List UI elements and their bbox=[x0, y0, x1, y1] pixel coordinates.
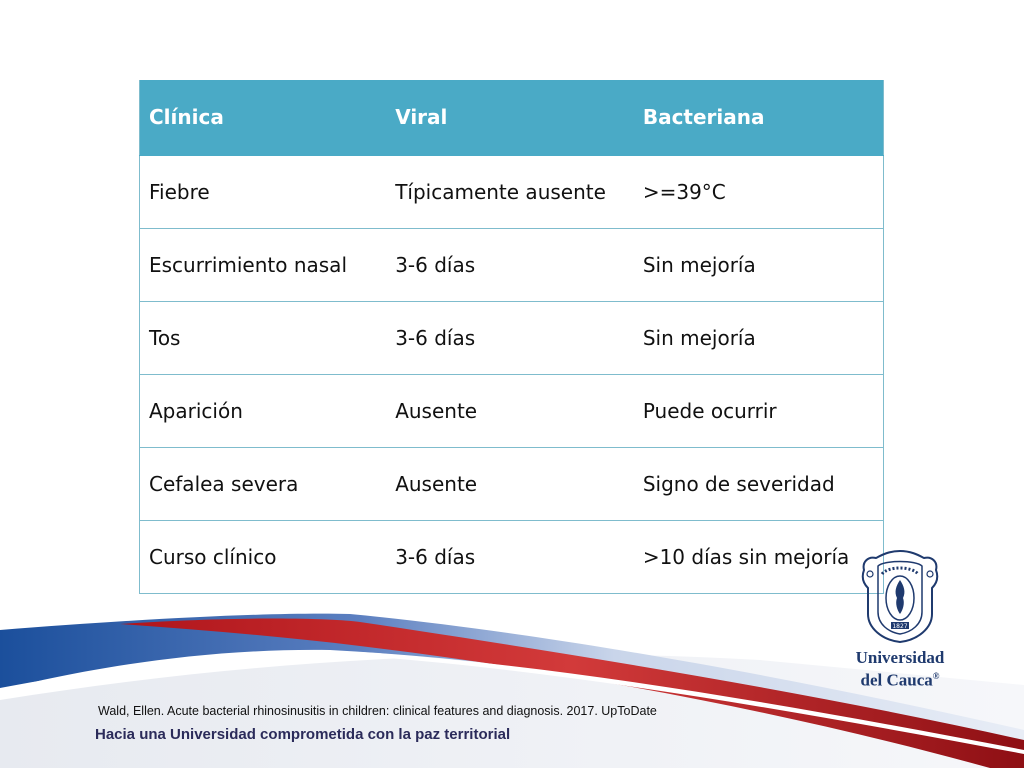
logo-wordmark bbox=[852, 648, 948, 690]
cell-clinica: Cefalea severa bbox=[140, 447, 387, 520]
seal-year: 1827 bbox=[892, 623, 908, 630]
cell-clinica: Escurrimiento nasal bbox=[140, 228, 387, 301]
cell-bacteriana: >=39°C bbox=[634, 155, 884, 228]
header-viral: Viral bbox=[386, 80, 634, 155]
cell-viral: 3-6 días bbox=[386, 301, 634, 374]
table-header-row bbox=[140, 80, 884, 155]
header-bacteriana: Bacteriana bbox=[634, 80, 884, 155]
header-clinica: Clínica bbox=[140, 80, 387, 155]
cell-viral: 3-6 días bbox=[386, 520, 634, 593]
logo-line1: Universidad bbox=[855, 648, 945, 667]
logo-line2-wrap bbox=[852, 667, 948, 690]
cell-viral: Típicamente ausente bbox=[386, 155, 634, 228]
university-seal-icon bbox=[858, 548, 942, 644]
cell-clinica: Curso clínico bbox=[140, 520, 387, 593]
table-row bbox=[140, 374, 884, 447]
cell-clinica: Tos bbox=[140, 301, 387, 374]
table-row bbox=[140, 520, 884, 593]
cell-viral: 3-6 días bbox=[386, 228, 634, 301]
table-row bbox=[140, 228, 884, 301]
logo-line2: del Cauca bbox=[860, 670, 933, 690]
university-logo bbox=[852, 548, 948, 688]
cell-bacteriana: Signo de severidad bbox=[634, 447, 884, 520]
citation-text: Wald, Ellen. Acute bacterial rhinosinusitis in children: clinical features and diagnosis. 2017. UpToDate bbox=[98, 704, 657, 718]
cell-bacteriana: Puede ocurrir bbox=[634, 374, 884, 447]
registered-mark: ® bbox=[932, 671, 940, 681]
cell-clinica: Fiebre bbox=[140, 155, 387, 228]
cell-clinica: Aparición bbox=[140, 374, 387, 447]
cell-bacteriana: >10 días sin mejoría bbox=[634, 520, 884, 593]
footer-slogan: Hacia una Universidad comprometida con la paz territorial bbox=[95, 726, 511, 743]
cell-viral: Ausente bbox=[386, 447, 634, 520]
cell-bacteriana: Sin mejoría bbox=[634, 228, 884, 301]
table-row bbox=[140, 447, 884, 520]
cell-bacteriana: Sin mejoría bbox=[634, 301, 884, 374]
cell-viral: Ausente bbox=[386, 374, 634, 447]
table-row bbox=[140, 301, 884, 374]
comparison-table bbox=[139, 80, 884, 594]
table-row bbox=[140, 155, 884, 228]
